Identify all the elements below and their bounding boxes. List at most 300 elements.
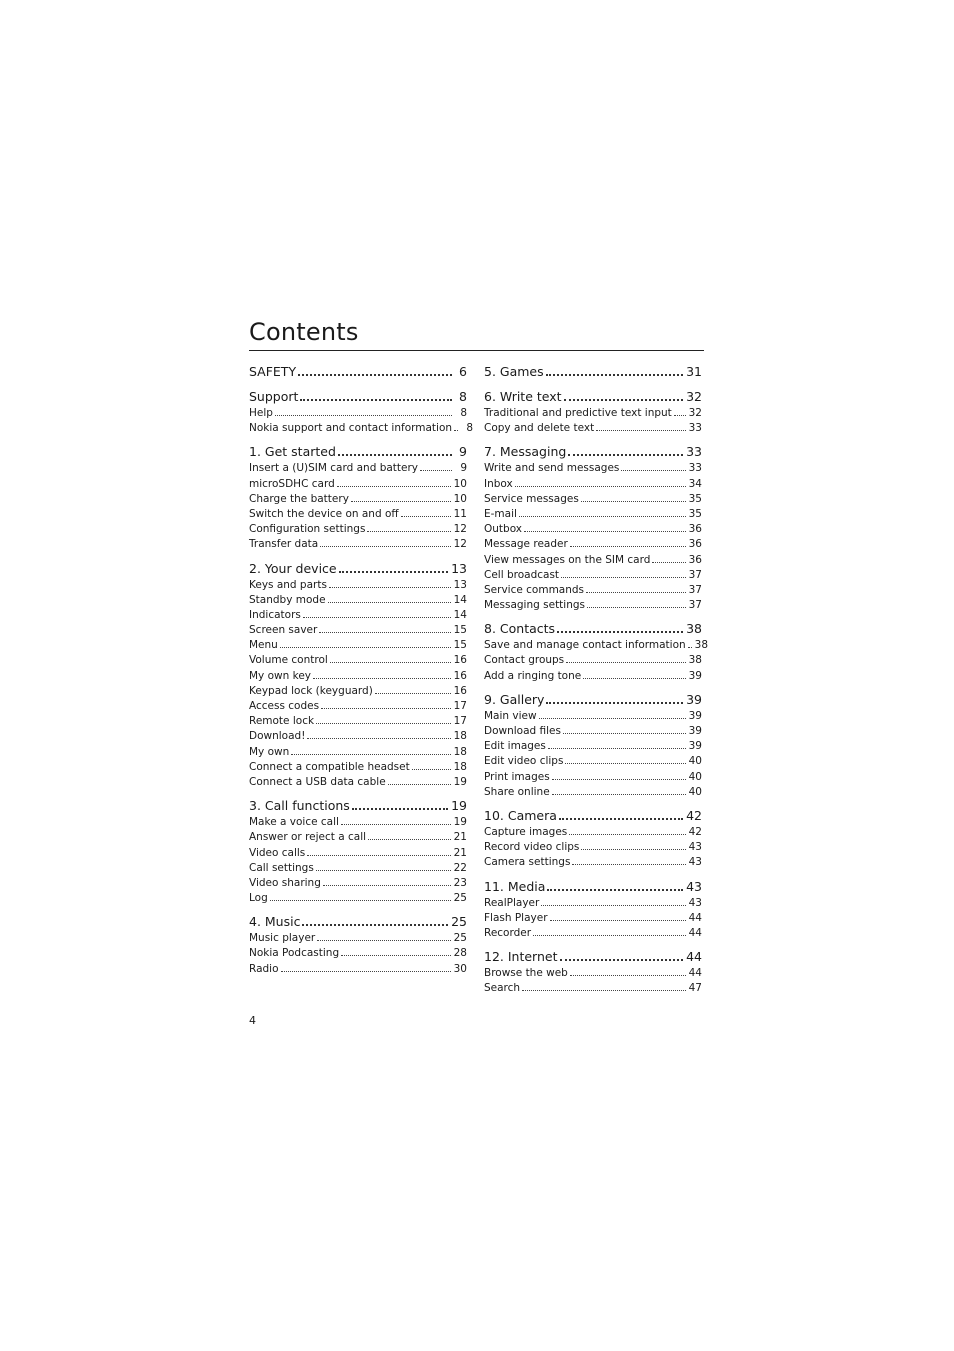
dot-leader [560,959,684,961]
dot-leader [337,486,451,487]
toc-entry-label: Capture images [484,825,568,838]
toc-entry-page: 33 [688,462,702,475]
dot-leader [557,631,683,633]
toc-entry[interactable] [484,507,702,522]
toc-entry[interactable] [484,724,702,739]
toc-entry[interactable] [249,745,467,760]
toc-entry[interactable] [249,861,467,876]
toc-entry-page: 39 [688,669,702,682]
toc-entry-label: Edit video clips [484,755,564,768]
toc-entry[interactable] [249,684,467,699]
toc-entry-label: Volume control [249,654,328,667]
toc-entry-page: 18 [453,760,467,773]
toc-heading-label: 2. Your device [249,560,337,576]
toc-entry-label: Flash Player [484,911,548,924]
toc-entry-page: 38 [688,654,702,667]
dot-leader [352,808,448,810]
dot-leader [341,824,451,825]
toc-heading[interactable] [249,796,467,815]
toc-entry[interactable] [484,739,702,754]
dot-leader [568,454,683,456]
toc-entry-label: RealPlayer [484,896,540,909]
toc-entry-page: 14 [453,608,467,621]
toc-entry-page: 17 [453,715,467,728]
dot-leader [302,924,448,926]
toc-heading[interactable] [249,559,467,578]
dot-leader [317,940,450,941]
toc-entry[interactable] [249,593,467,608]
toc-entry[interactable] [249,946,467,961]
toc-heading-label: 11. Media [484,878,546,894]
toc-heading-label: 4. Music [249,914,301,930]
toc-left-column [249,362,474,983]
toc-section [249,796,467,906]
toc-entry-label: Outbox [484,523,523,536]
toc-entry-page: 44 [688,967,702,980]
toc-heading-label: 8. Contacts [484,621,556,637]
dot-leader [586,592,686,593]
toc-entry-page: 34 [688,477,702,490]
dot-leader [587,607,686,608]
toc-entry-page: 36 [688,553,702,566]
toc-section [484,877,702,942]
toc-entry-page: 43 [688,856,702,869]
toc-entry[interactable] [484,461,702,476]
toc-entry[interactable] [484,638,709,653]
toc-entry-label: Keys and parts [249,578,327,591]
toc-entry-label: Video sharing [249,876,321,889]
toc-entry-label: Message reader [484,538,568,551]
dot-leader [570,546,686,547]
toc-heading[interactable] [249,442,467,461]
dot-leader [515,486,686,487]
toc-entry-label: Screen saver [249,624,318,637]
toc-section [249,387,474,436]
toc-section [484,387,702,436]
toc-entry[interactable] [484,522,702,537]
toc-entry-label: Transfer data [249,538,319,551]
toc-heading-page: 33 [686,444,702,460]
dot-leader [570,975,686,976]
toc-entry[interactable] [249,492,467,507]
toc-entry[interactable] [249,846,467,861]
toc-entry-page: 15 [453,624,467,637]
dot-leader [270,900,451,901]
dot-leader [539,718,686,719]
dot-leader [329,587,451,588]
toc-entry[interactable] [249,891,467,906]
toc-entry-label: Write and send messages [484,462,620,475]
toc-entry-label: Log [249,892,268,905]
dot-leader [338,454,452,456]
toc-entry-page: 23 [453,876,467,889]
toc-heading-label: 3. Call functions [249,798,350,814]
toc-entry-label: Cell broadcast [484,568,560,581]
page-title: Contents [249,318,359,346]
toc-entry-label: Indicators [249,608,301,621]
toc-entry[interactable] [249,578,467,593]
dot-leader [621,470,685,471]
toc-section [249,362,467,381]
toc-entry-page: 18 [453,745,467,758]
dot-leader [522,990,686,991]
toc-heading-page: 38 [686,621,702,637]
toc-entry-label: Search [484,982,521,995]
toc-heading[interactable] [484,387,702,406]
toc-entry[interactable] [484,825,702,840]
dot-leader [552,779,686,780]
toc-entry[interactable] [484,406,702,421]
dot-leader [367,531,450,532]
dot-leader [298,374,452,376]
toc-entry[interactable] [484,709,702,724]
toc-entry-page: 28 [453,947,467,960]
dot-leader [307,855,450,856]
toc-entry-page: 9 [460,462,467,475]
toc-entry[interactable] [249,669,467,684]
title-divider [249,350,704,351]
toc-entry[interactable] [484,785,702,800]
dot-leader [561,577,686,578]
toc-entry[interactable] [484,840,702,855]
dot-leader [533,935,686,936]
toc-entry[interactable] [484,492,702,507]
toc-entry[interactable] [484,981,702,996]
dot-leader [321,708,451,709]
toc-entry[interactable] [484,653,702,668]
toc-entry-label: Make a voice call [249,816,339,829]
toc-entry-page: 47 [688,982,702,995]
dot-leader [319,632,450,633]
toc-entry-page: 13 [453,578,467,591]
dot-leader [275,415,452,416]
dot-leader [313,678,451,679]
dot-leader [569,834,685,835]
toc-section [484,690,702,800]
dot-leader [652,562,685,563]
toc-section [249,442,467,552]
toc-entry-page: 17 [453,700,467,712]
toc-entry-label: Inbox [484,477,513,490]
toc-entry-page: 36 [688,538,702,551]
toc-entry-page: 43 [688,896,702,909]
toc-entry-label: Download! [249,730,306,743]
dot-leader [307,738,450,739]
toc-entry[interactable] [249,729,467,744]
toc-heading-page: 42 [686,807,702,823]
toc-right-column [484,362,709,1002]
toc-entry[interactable] [249,760,467,775]
toc-entry-label: Help [249,407,273,419]
toc-entry-page: 10 [453,477,467,490]
toc-entry-page: 30 [453,962,467,975]
toc-entry-page: 10 [453,492,467,505]
dot-leader [550,920,686,921]
dot-leader [401,516,451,517]
toc-entry[interactable] [249,522,467,537]
toc-entry-label: Service commands [484,583,585,596]
dot-leader [581,849,685,850]
dot-leader [548,748,686,749]
toc-entry-page: 11 [453,507,467,520]
toc-entry[interactable] [249,608,467,623]
toc-entry-page: 19 [453,816,467,829]
toc-entry-label: Messaging settings [484,599,586,612]
toc-heading[interactable] [484,442,702,461]
dot-leader [341,955,450,956]
toc-section [484,619,709,684]
dot-leader [339,571,448,573]
toc-entry[interactable] [484,421,702,436]
toc-entry-page: 43 [688,841,702,854]
dot-leader [688,647,692,648]
dot-leader [546,702,683,704]
toc-heading[interactable] [249,387,467,406]
toc-entry[interactable] [249,876,467,891]
toc-heading[interactable] [484,806,702,825]
dot-leader [546,374,683,376]
toc-entry-label: Connect a USB data cable [249,775,386,788]
dot-leader [281,971,451,972]
dot-leader [280,647,451,648]
toc-heading-page: 39 [686,691,702,707]
toc-heading-label: 5. Games [484,364,544,379]
toc-entry-label: Save and manage contact information [484,639,686,652]
dot-leader [519,516,686,517]
toc-entry[interactable] [484,477,702,492]
toc-entry-label: Music player [249,932,316,945]
toc-entry[interactable] [484,553,702,568]
toc-entry-page: 25 [453,892,467,905]
toc-heading[interactable] [249,362,467,381]
toc-entry[interactable] [249,714,467,729]
toc-entry-page: 8 [466,422,474,435]
toc-entry-label: Share online [484,785,550,798]
toc-entry[interactable] [249,931,467,946]
toc-entry[interactable] [249,537,467,552]
toc-entry[interactable] [249,962,467,977]
toc-heading[interactable] [484,619,702,638]
toc-entry-label: Call settings [249,861,314,874]
toc-heading-page: 19 [451,798,467,814]
toc-entry-label: View messages on the SIM card [484,553,651,566]
dot-leader [300,399,452,401]
toc-heading-page: 31 [686,364,702,379]
toc-entry-page: 36 [688,523,702,536]
toc-entry[interactable] [484,568,702,583]
dot-leader [563,733,686,734]
toc-heading-label: 6. Write text [484,389,562,404]
toc-entry-page: 35 [688,507,702,520]
toc-entry-label: Standby mode [249,593,326,606]
toc-entry-label: My own [249,745,290,758]
dot-leader [572,864,685,865]
toc-heading-page: 13 [451,560,467,576]
toc-heading-page: 8 [459,389,467,404]
toc-entry-page: 40 [688,770,702,783]
toc-heading-page: 44 [686,949,702,965]
dot-leader [552,794,686,795]
toc-entry-label: Configuration settings [249,523,366,536]
toc-entry[interactable] [249,623,467,638]
toc-entry[interactable] [249,406,467,421]
toc-entry[interactable] [484,754,702,769]
toc-section [484,362,702,381]
dot-leader [316,870,451,871]
toc-entry-label: Video calls [249,846,306,859]
toc-heading[interactable] [484,877,702,896]
dot-leader [316,723,451,724]
toc-entry-label: Answer or reject a call [249,831,367,844]
toc-entry-page: 15 [453,639,467,652]
toc-entry[interactable] [249,421,474,436]
toc-entry-label: Menu [249,639,278,652]
toc-section [249,559,467,791]
toc-entry[interactable] [484,896,702,911]
toc-entry[interactable] [249,830,467,845]
toc-entry-label: Charge the battery [249,492,349,505]
toc-entry-page: 38 [694,639,709,652]
toc-entry[interactable] [249,638,467,653]
toc-entry[interactable] [249,477,467,492]
dot-leader [368,839,451,840]
toc-heading[interactable] [249,912,467,931]
dot-leader [351,501,451,502]
toc-entry[interactable] [484,911,702,926]
dot-leader [420,470,452,471]
toc-entry-page: 8 [460,407,467,419]
toc-entry-label: Access codes [249,700,320,712]
toc-entry[interactable] [249,775,467,790]
dot-leader [454,430,458,431]
toc-entry[interactable] [249,461,467,476]
toc-entry-page: 37 [688,568,702,581]
toc-entry-page: 25 [453,932,467,945]
toc-entry-label: E-mail [484,507,517,520]
toc-entry-page: 44 [688,926,702,939]
toc-entry-page: 33 [688,422,702,435]
toc-heading-page: 25 [451,914,467,930]
toc-entry-page: 21 [453,831,467,844]
toc-entry-label: Service messages [484,492,579,505]
toc-heading-page: 32 [686,389,702,404]
toc-entry-label: Remote lock [249,715,315,728]
toc-entry-page: 39 [688,740,702,753]
dot-leader [412,769,451,770]
toc-entry[interactable] [484,537,702,552]
toc-entry[interactable] [249,653,467,668]
toc-section [249,912,467,977]
dot-leader [524,531,686,532]
toc-entry[interactable] [484,583,702,598]
toc-entry-page: 37 [688,583,702,596]
toc-entry[interactable] [484,669,702,684]
toc-entry-page: 19 [453,775,467,788]
toc-section [484,806,702,871]
toc-entry-page: 39 [688,725,702,737]
toc-entry-page: 12 [453,523,467,536]
toc-heading[interactable] [484,362,702,381]
dot-leader [674,415,686,416]
toc-entry-label: Recorder [484,926,532,939]
toc-heading-label: Support [249,389,299,404]
toc-entry-page: 44 [688,911,702,924]
toc-entry[interactable] [484,598,702,613]
dot-leader [596,430,685,431]
toc-entry-label: Edit images [484,740,546,753]
dot-leader [581,501,686,502]
toc-heading-label: 1. Get started [249,444,336,460]
dot-leader [303,617,451,618]
toc-entry-page: 37 [688,599,702,612]
toc-entry[interactable] [249,507,467,522]
toc-entry[interactable] [484,966,702,981]
toc-entry-label: Traditional and predictive text input [484,407,672,419]
toc-entry-page: 18 [453,730,467,743]
toc-heading-label: 10. Camera [484,807,557,823]
toc-entry-page: 42 [688,825,702,838]
dot-leader [330,662,451,663]
dot-leader [583,678,685,679]
toc-section [484,442,702,613]
toc-entry-label: microSDHC card [249,477,335,490]
toc-entry-page: 16 [453,654,467,667]
toc-entry-label: Switch the device on and off [249,507,399,520]
dot-leader [323,885,451,886]
page-number: 4 [249,1014,256,1027]
toc-entry[interactable] [249,699,467,714]
toc-entry[interactable] [249,815,467,830]
toc-entry-label: Main view [484,709,537,722]
dot-leader [291,754,450,755]
toc-entry-label: Record video clips [484,841,580,854]
dot-leader [388,784,451,785]
toc-entry-label: Nokia support and contact information [249,422,453,435]
toc-entry[interactable] [484,855,702,870]
dot-leader [320,546,450,547]
toc-entry-label: Radio [249,962,279,975]
toc-heading-label: 12. Internet [484,949,558,965]
toc-entry[interactable] [484,926,702,941]
toc-entry-label: My own key [249,669,311,682]
toc-heading-label: 7. Messaging [484,444,567,460]
toc-entry-page: 14 [453,593,467,606]
toc-entry-label: Keypad lock (keyguard) [249,684,373,697]
toc-entry-page: 16 [453,669,467,682]
toc-heading[interactable] [484,947,702,966]
toc-heading-page: 6 [459,364,467,379]
toc-entry-label: Camera settings [484,856,571,869]
dot-leader [566,662,685,663]
toc-entry-page: 16 [453,684,467,697]
toc-heading-page: 9 [459,444,467,460]
dot-leader [564,399,684,401]
dot-leader [547,889,683,891]
toc-entry-label: Connect a compatible headset [249,760,410,773]
toc-heading-label: SAFETY [249,364,297,379]
dot-leader [565,763,685,764]
toc-entry-page: 32 [688,407,702,419]
toc-entry-label: Insert a (U)SIM card and battery [249,462,419,475]
dot-leader [541,905,685,906]
toc-heading-label: 9. Gallery [484,691,545,707]
toc-heading[interactable] [484,690,702,709]
toc-entry-label: Download files [484,725,561,737]
toc-entry-label: Nokia Podcasting [249,947,340,960]
toc-entry[interactable] [484,770,702,785]
toc-entry-page: 22 [453,861,467,874]
toc-entry-page: 12 [453,538,467,551]
